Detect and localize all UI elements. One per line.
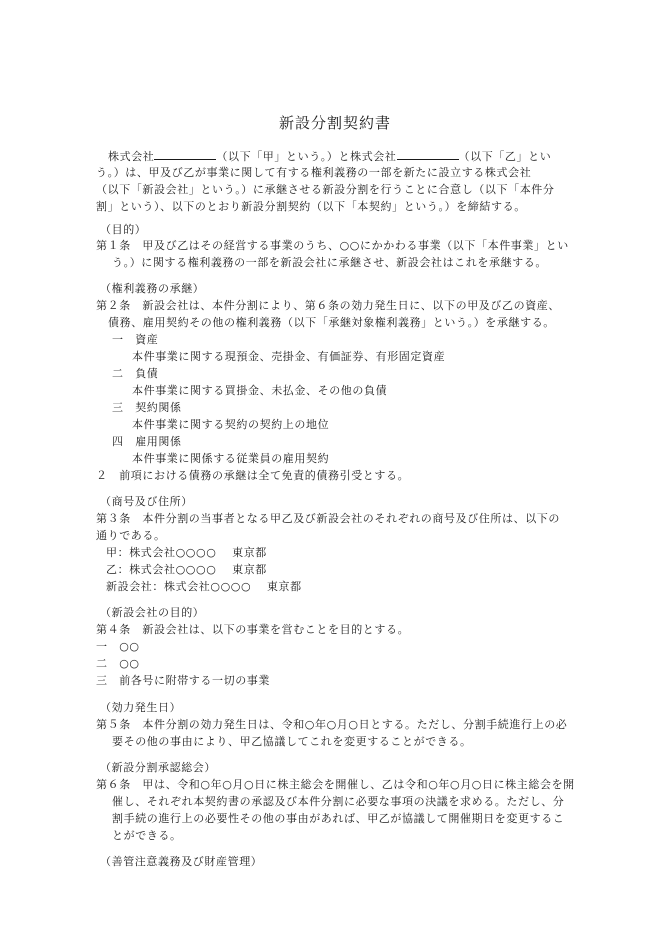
article-7-heading: （善管注意義務及び財産管理） [100, 855, 263, 868]
preamble-party-b-definition: （以下「乙」とい [458, 150, 552, 163]
preamble-line-4: 割」という）、以下のとおり新設分割契約（以下「本契約」という。）を締結する。 [96, 200, 526, 213]
article-2-item-1: 一 資産 [112, 333, 159, 346]
article-4-heading: （新設会社の目的） [100, 606, 205, 619]
article-6-line-4: とができる。 [112, 829, 182, 842]
document-title: 新設分割契約書 [278, 114, 391, 132]
article-5-line-2: 要その他の事由により、甲乙協議してこれを変更することができる。 [112, 735, 472, 748]
article-2-item-3-detail: 本件事業に関する契約の契約上の地位 [132, 418, 330, 431]
preamble-company-a: 株式会社 [108, 150, 155, 163]
article-1-line-1: 第１条 甲及び乙はその経営する事業のうち、○○にかかわる事業（以下「本件事業」とい [96, 239, 569, 252]
article-2-item-2-detail: 本件事業に関する買掛金、未払金、その他の負債 [132, 384, 388, 397]
article-4-item-2: 二 ○○ [96, 657, 140, 670]
article-6-line-2: 催し、それぞれ本契約書の承認及び本件分割に必要な事項の決議を求める。ただし、分 [112, 795, 565, 808]
company-a-name-blank [154, 148, 216, 160]
article-2-line-1: 第２条 新設会社は、本件分割により、第６条の効力発生日に、以下の甲及び乙の資産、 [96, 299, 560, 312]
article-2-heading: （権利義務の承継） [100, 282, 205, 295]
article-5-heading: （効力発生日） [100, 701, 182, 714]
article-4-item-3: 三 前各号に附帯する一切の事業 [96, 674, 270, 687]
article-2-line-2: 債務、雇用契約その他の権利義務（以下「承継対象権利義務」という。）を承継する。 [108, 316, 555, 329]
article-4-item-1: 一 ○○ [96, 640, 140, 653]
preamble-party-a-definition: （以下「甲」という。）と株式会社 [216, 150, 397, 163]
article-3-party-a: 甲：株式会社○○○○ 東京都 [106, 546, 267, 559]
article-3-line-1: 第３条 本件分割の当事者となる甲乙及び新設会社のそれぞれの商号及び住所は、以下の [96, 512, 560, 525]
article-2-item-2: 二 負債 [112, 367, 159, 380]
article-2-item-4-detail: 本件事業に関係する従業員の雇用契約 [132, 452, 330, 465]
article-2-item-1-detail: 本件事業に関する現預金、売掛金、有価証券、有形固定資産 [132, 350, 446, 363]
article-3-line-2: 通りである。 [96, 529, 166, 542]
article-3-new-company: 新設会社：株式会社○○○○ 東京都 [106, 580, 302, 593]
article-4-line-1: 第４条 新設会社は、以下の事業を営むことを目的とする。 [96, 623, 410, 636]
article-6-line-3: 割手続の進行上の必要性その他の事由があれば、甲乙が協議して開催期日を変更するこ [112, 812, 565, 825]
article-6-line-1: 第６条 甲は、令和○年○月○日に株主総会を開催し、乙は令和○年○月○日に株主総会を開 [96, 778, 575, 791]
article-3-heading: （商号及び住所） [100, 495, 193, 508]
article-3-party-b: 乙：株式会社○○○○ 東京都 [106, 563, 267, 576]
preamble-line-3: （以下「新設会社」という。）に承継させる新設分割を行うことに合意し（以下「本件分 [96, 183, 555, 196]
company-b-name-blank [397, 148, 459, 160]
preamble-line-1 [108, 148, 551, 165]
preamble-line-2: う。）は、甲及び乙が事業に関して有する権利義務の一部を新たに設立する株式会社 [96, 166, 532, 179]
article-1-line-2: う。）に関する権利義務の一部を新設会社に承継させ、新設会社はこれを承継する。 [112, 256, 547, 269]
article-5-line-1: 第５条 本件分割の効力発生日は、令和○年○月○日とする。ただし、分割手続進行上の必 [96, 718, 568, 731]
article-6-heading: （新設分割承認総会） [100, 761, 216, 774]
article-1-heading: （目的） [100, 223, 147, 236]
article-2-item-4: 四 雇用関係 [112, 435, 182, 448]
article-2-paragraph-2: ２ 前項における債務の承継は全て免責的債務引受とする。 [96, 469, 410, 482]
article-2-item-3: 三 契約関係 [112, 401, 182, 414]
